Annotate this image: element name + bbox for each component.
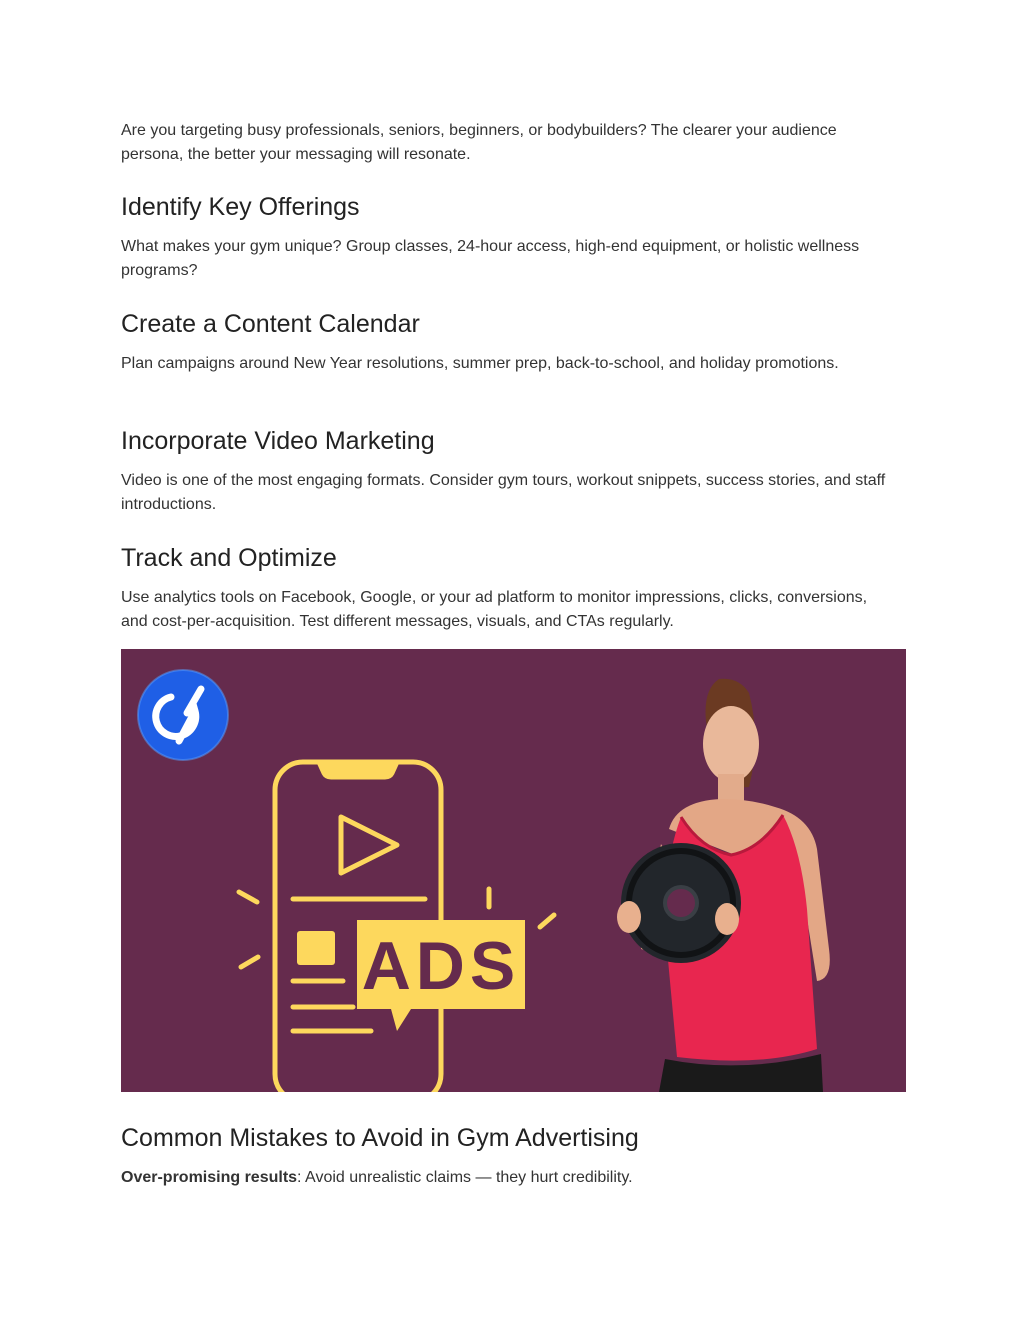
- intro-paragraph: Are you targeting busy professionals, seniors, beginners, or bodybuilders? The clearer your audience persona, the better your messaging will resonate.: [121, 122, 837, 163]
- section-heading: Incorporate Video Marketing: [121, 427, 435, 455]
- mistake-item-title: Over-promising results: [121, 1169, 298, 1186]
- thumbnail-icon: [297, 931, 335, 965]
- section-heading: Track and Optimize: [121, 544, 337, 572]
- mistake-item: [121, 1166, 906, 1190]
- brand-logo-icon: [138, 670, 228, 760]
- section-body: Use analytics tools on Facebook, Google, or your ad platform to monitor impressions, clicks, conversions, and cost-per-acquisition. Test different messages, visuals, and CTAs regularly.: [121, 589, 868, 630]
- section-common-mistakes: [121, 1123, 906, 1190]
- section-heading: Common Mistakes to Avoid in Gym Advertising: [121, 1124, 639, 1152]
- section-identify-key-offerings: [121, 192, 906, 282]
- section-body: Video is one of the most engaging formats. Consider gym tours, workout snippets, success stories, and staff introductions.: [121, 472, 886, 513]
- section-track-optimize: [121, 543, 906, 633]
- section-video-marketing: [121, 426, 906, 516]
- section-content-calendar: [121, 309, 906, 376]
- section-body: Plan campaigns around New Year resolutions, summer prep, back-to-school, and holiday promotions.: [121, 355, 839, 372]
- section-heading: Create a Content Calendar: [121, 310, 420, 338]
- mistake-item-text: : Avoid unrealistic claims — they hurt credibility.: [297, 1169, 633, 1186]
- section-body: What makes your gym unique? Group classes, 24-hour access, high-end equipment, or holistic wellness programs?: [121, 238, 860, 279]
- ads-label: ADS: [361, 928, 521, 1004]
- ads-banner-image: [121, 649, 906, 1092]
- section-heading: Identify Key Offerings: [121, 193, 360, 221]
